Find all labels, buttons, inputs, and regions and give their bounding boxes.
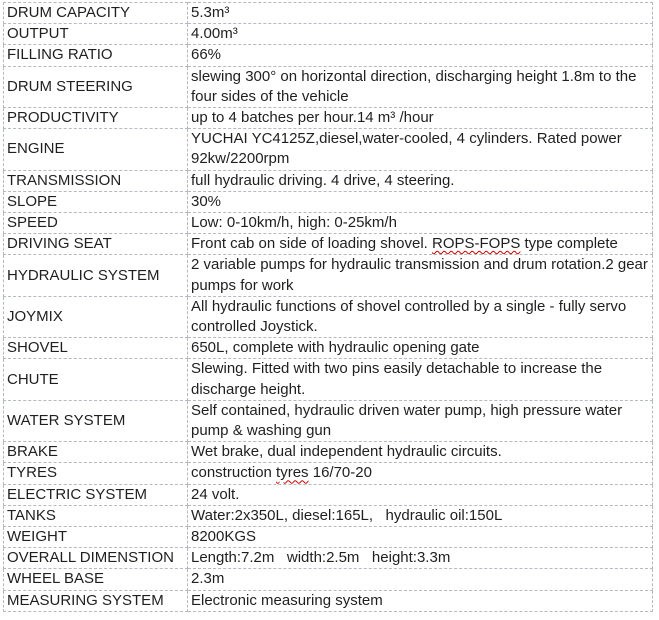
spec-row-wheel-base (4, 569, 653, 590)
spec-label: CHUTE (4, 359, 188, 400)
spec-label: JOYMIX (4, 296, 188, 337)
spec-value: 4.00m³ (188, 24, 653, 45)
spec-label: DRUM CAPACITY (4, 3, 188, 24)
spec-row-drum-capacity (4, 3, 653, 24)
spec-label: TYRES (4, 463, 188, 484)
spec-row-drum-steering (4, 66, 653, 107)
spec-row-shovel (4, 338, 653, 359)
spec-table (3, 2, 653, 612)
spec-label: TRANSMISSION (4, 170, 188, 191)
spec-value: slewing 300° on horizontal direction, discharging height 1.8m to the four sides of the vehicle (188, 66, 653, 107)
spec-label: WEIGHT (4, 527, 188, 548)
spec-row-hydraulic-system (4, 255, 653, 296)
spec-row-measuring-system (4, 590, 653, 611)
spec-value: 30% (188, 191, 653, 212)
spec-label: ENGINE (4, 129, 188, 170)
spec-label: FILLING RATIO (4, 45, 188, 66)
spec-label: DRUM STEERING (4, 66, 188, 107)
spec-value: All hydraulic functions of shovel controlled by a single - fully servo controlled Joystick. (188, 296, 653, 337)
spec-value: Self contained, hydraulic driven water pump, high pressure water pump & washing gun (188, 400, 653, 441)
spec-row-slope (4, 191, 653, 212)
spec-row-overall-dimenstion (4, 548, 653, 569)
spec-label: OVERALL DIMENSTION (4, 548, 188, 569)
spec-value: Wet brake, dual independent hydraulic circuits. (188, 442, 653, 463)
spec-value: Front cab on side of loading shovel. ROPS-FOPS type complete (188, 234, 653, 255)
spec-label: SHOVEL (4, 338, 188, 359)
spec-row-tanks (4, 505, 653, 526)
spec-row-tyres (4, 463, 653, 484)
spec-row-brake (4, 442, 653, 463)
spec-label: WATER SYSTEM (4, 400, 188, 441)
spec-table-body (4, 3, 653, 612)
spec-value: Low: 0-10km/h, high: 0-25km/h (188, 213, 653, 234)
spec-row-output (4, 24, 653, 45)
spec-label: MEASURING SYSTEM (4, 590, 188, 611)
spec-value: Length:7.2m width:2.5m height:3.3m (188, 548, 653, 569)
spec-label: DRIVING SEAT (4, 234, 188, 255)
spec-row-filling-ratio (4, 45, 653, 66)
spec-label: WHEEL BASE (4, 569, 188, 590)
spec-row-chute (4, 359, 653, 400)
spec-row-water-system (4, 400, 653, 441)
spec-label: PRODUCTIVITY (4, 108, 188, 129)
spec-label: SPEED (4, 213, 188, 234)
misspelled-word: ROPS-FOPS (431, 235, 521, 253)
spec-value: full hydraulic driving. 4 drive, 4 steering. (188, 170, 653, 191)
spec-value: Water:2x350L, diesel:165L, hydraulic oil:150L (188, 505, 653, 526)
spec-row-joymix (4, 296, 653, 337)
spec-row-engine (4, 129, 653, 170)
spec-label: SLOPE (4, 191, 188, 212)
spec-label: TANKS (4, 505, 188, 526)
spec-label: BRAKE (4, 442, 188, 463)
misspelled-word: tyres (276, 464, 309, 482)
spec-row-productivity (4, 108, 653, 129)
spec-row-transmission (4, 170, 653, 191)
spec-row-speed (4, 213, 653, 234)
spec-row-weight (4, 527, 653, 548)
spec-row-electric-system (4, 484, 653, 505)
spec-label: ELECTRIC SYSTEM (4, 484, 188, 505)
spec-value: Electronic measuring system (188, 590, 653, 611)
spec-value: 2.3m (188, 569, 653, 590)
spec-value: 8200KGS (188, 527, 653, 548)
spec-row-driving-seat (4, 234, 653, 255)
spec-value: up to 4 batches per hour.14 m³ /hour (188, 108, 653, 129)
spec-value: 66% (188, 45, 653, 66)
spec-value: 650L, complete with hydraulic opening gate (188, 338, 653, 359)
spec-label: OUTPUT (4, 24, 188, 45)
spec-value: Slewing. Fitted with two pins easily detachable to increase the discharge height. (188, 359, 653, 400)
spec-value: 5.3m³ (188, 3, 653, 24)
spec-value: YUCHAI YC4125Z,diesel,water-cooled, 4 cylinders. Rated power 92kw/2200rpm (188, 129, 653, 170)
spec-value: 24 volt. (188, 484, 653, 505)
spec-label: HYDRAULIC SYSTEM (4, 255, 188, 296)
spec-value: 2 variable pumps for hydraulic transmission and drum rotation.2 gear pumps for work (188, 255, 653, 296)
spec-value: construction tyres 16/70-20 (188, 463, 653, 484)
